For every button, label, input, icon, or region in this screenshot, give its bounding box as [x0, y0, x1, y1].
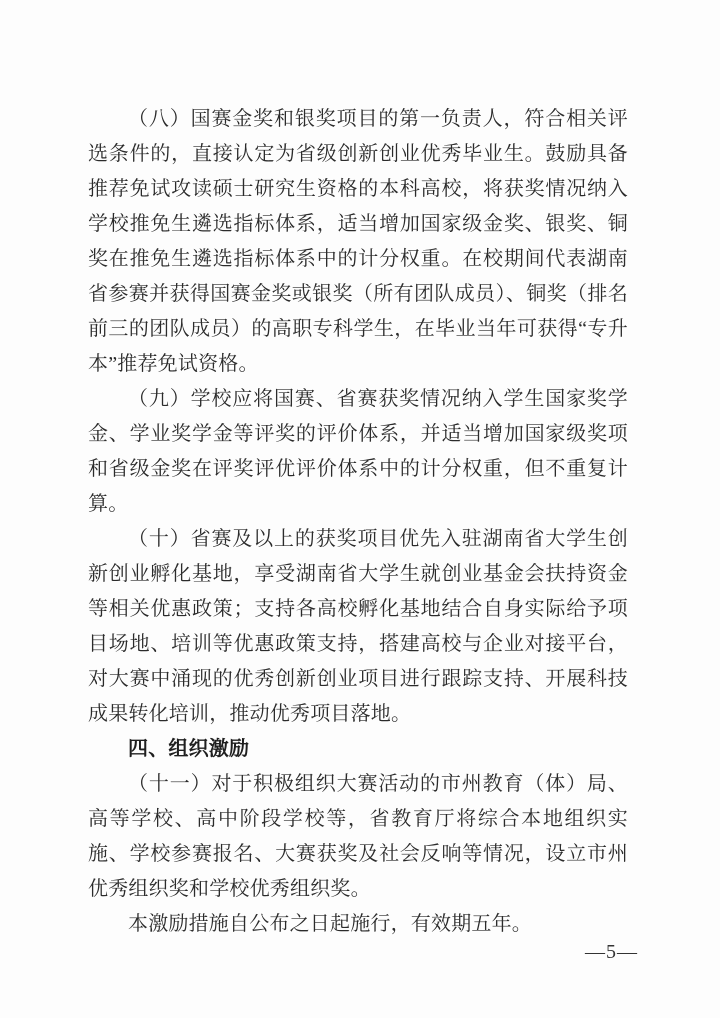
paragraph-item-8: （八）国赛金奖和银奖项目的第一负责人，符合相关评选条件的，直接认定为省级创新创业优秀毕业生。鼓励具备推荐免试攻读硕士研究生资格的本科高校，将获奖情况纳入学校推免生遴选指标体系，适当增加国家级金奖、银奖、铜奖在推免生遴选指标体系中的计分权重。在校期间代表湖南省参赛并获得国赛金奖或银奖（所有团队成员）、铜奖（排名前三的团队成员）的高职专科学生，在毕业当年可获得“专升本”推荐免试资格。: [88, 108, 628, 375]
paragraph-item-10: （十）省赛及以上的获奖项目优先入驻湖南省大学生创新创业孵化基地，享受湖南省大学生就创业基金会扶持资金等相关优惠政策；支持各高校孵化基地结合自身实际给予项目场地、培训等优惠政策支持，搭建高校与企业对接平台，对大赛中涌现的优秀创新创业项目进行跟踪支持、开展科技成果转化培训，推动优秀项目落地。: [88, 528, 628, 725]
section-heading: 四、组织激励: [128, 738, 250, 760]
page-number: —5—: [585, 941, 638, 963]
closing-paragraph: 本激励措施自公布之日起施行，有效期五年。: [128, 913, 532, 935]
paragraph-item-11: （十一）对于积极组织大赛活动的市州教育（体）局、高等学校、高中阶段学校等，省教育厅将综合本地组织实施、学校参赛报名、大赛获奖及社会反响等情况，设立市州优秀组织奖和学校优秀组织奖。: [88, 773, 628, 900]
document-body: [88, 102, 628, 942]
paragraph-item-9: （九）学校应将国赛、省赛获奖情况纳入学生国家奖学金、学业奖学金等评奖的评价体系，并适当增加国家级奖项和省级金奖在评奖评优评价体系中的计分权重，但不重复计算。: [88, 388, 628, 515]
